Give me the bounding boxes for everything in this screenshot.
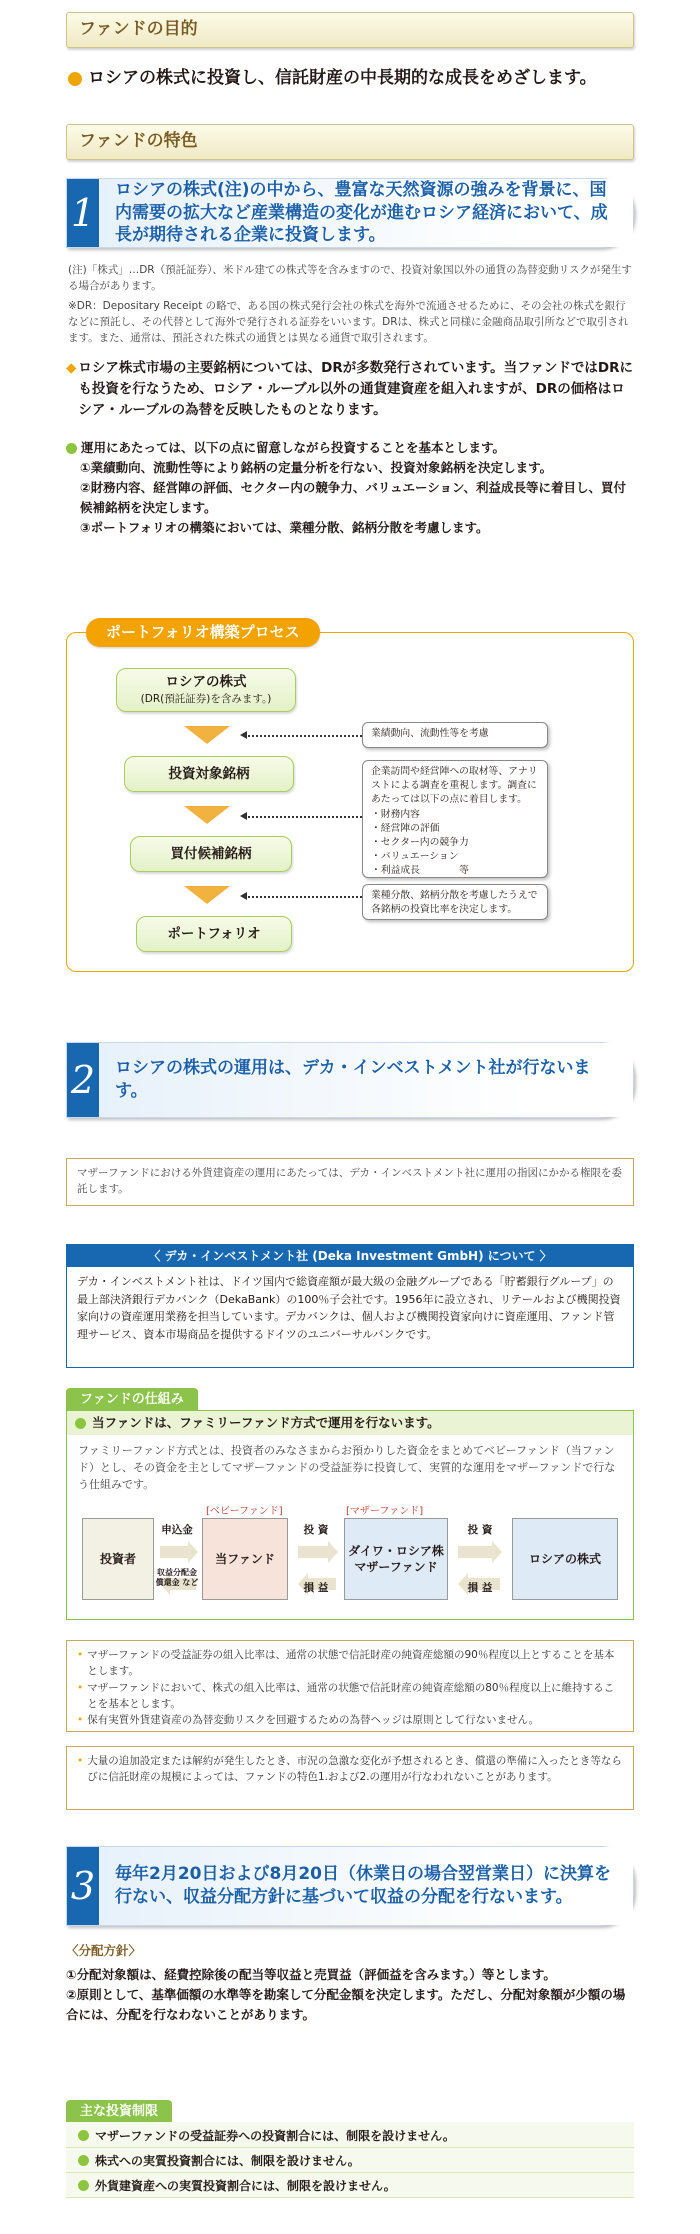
note-item [77, 1712, 623, 1728]
diamond-bullet-icon: ◆ [66, 360, 77, 376]
note-line: ・財務内容 [371, 808, 420, 820]
process-note-research [362, 760, 548, 878]
investor-node: 投資者 [82, 1518, 154, 1600]
invest-label: 投 資 [303, 1524, 329, 1536]
mechanism-lead-text: 当ファンドは、ファミリーファンド方式で運用を行ないます。 [92, 1414, 440, 1430]
mother-fund-label: [マザーファンド] [346, 1506, 424, 1517]
note-item [77, 1753, 623, 1786]
flow-arrow-right [298, 1546, 328, 1558]
step-label: 買付候補銘柄 [170, 845, 252, 862]
bullet-dot-icon [78, 2130, 89, 2141]
feature-2-banner [66, 1042, 634, 1118]
process-step-russian-stocks [116, 668, 296, 712]
bullet-dot-icon: • [77, 1649, 84, 1661]
note-line: 企業訪問や経営陣への取材等、アナリストによる調査を重視します。調査にあたっては以下の点に着目します。 [371, 766, 538, 806]
mandate-box [66, 1158, 634, 1206]
policy-item: ②原則として、基準価額の水準等を勘案して分配金額を決定します。ただし、分配対象額が少額の場合には、分配を行なわないことがあります。 [66, 1986, 626, 2022]
profit-label: 損 益 [467, 1582, 493, 1594]
features-heading [66, 124, 634, 160]
policy-lead [66, 438, 634, 458]
feature-1-title: ロシアの株式(注)の中から、豊富な天然資源の強みを背景に、国内需要の拡大など産業構造の変化が進むロシア経済において、成長が期待される企業に投資します。 [99, 179, 633, 247]
step-label: 投資対象銘柄 [168, 765, 250, 782]
feature-1-notes [66, 262, 634, 346]
bullet-dot-icon: • [77, 1681, 84, 1694]
note-text: マザーファンドにおいて、株式の組入比率は、通常の状態で信託財産の純資産総額の80％程度以上に維持することを基本とします。 [87, 1681, 615, 1710]
purpose-heading [66, 12, 634, 48]
stock-note: (注)「株式」…DR（預託証券）、米ドル建ての株式等を含みますので、投資対象国以外の通貨の為替変動リスクが発生する場合があります。 [68, 264, 632, 293]
dotted-connector [244, 735, 362, 737]
profit-label: 損 益 [303, 1582, 329, 1594]
caution-text: 大量の追加設定または解約が発生したとき、市況の急激な変化が予想されるとき、償還の準備に入ったとき等ならびに信託財産の規模によっては、ファンドの特色1.および2.の運用が行なわれないことがあります。 [87, 1755, 622, 1784]
policy-item: ①業績動向、流動性等により銘柄の定量分析を行ない、投資対象銘柄を決定します。 [80, 460, 553, 475]
russian-stocks-node: ロシアの株式 [512, 1518, 618, 1600]
feature-number: 2 [67, 1043, 99, 1117]
policy-item: ③ポートフォリオの構築においては、業種分散、銘柄分散を考慮します。 [80, 520, 489, 535]
dotted-connector [244, 816, 362, 818]
dr-note-text: ロシア株式市場の主要銘柄については、DRが多数発行されています。当ファンドではDRにも投資を行なうため、ロシア・ルーブル以外の通貨建資産を組入れますが、DRの価格はロシア・ルーブルの為替を反映したものとなります。 [78, 360, 633, 418]
step-label: ポートフォリオ [167, 925, 261, 942]
note-line: ・利益成長 等 [371, 865, 469, 877]
down-arrow-icon [184, 806, 230, 824]
arrow-left-icon [240, 892, 247, 900]
note-line: ・経営陣の評価 [371, 822, 440, 834]
invest-label: 投 資 [467, 1524, 493, 1536]
limit-text: 株式への実質投資割合には、制限を設けません。 [95, 2153, 360, 2168]
purpose-text: ロシアの株式に投資し、信託財産の中長期的な成長をめざします。 [88, 68, 597, 88]
note-text: マザーファンドの受益証券の組入比率は、通常の状態で信託財産の純資産総額の90％程度以上とすることを基本とします。 [87, 1649, 615, 1678]
subscription-label: 申込金 [161, 1524, 193, 1536]
feature-number: 3 [67, 1847, 99, 1925]
note-line: ・バリュエーション [371, 851, 459, 863]
baby-fund-label: [ベビーファンド] [206, 1506, 283, 1517]
process-step-investment-targets [124, 756, 294, 792]
limit-item [66, 2124, 634, 2148]
caution-box [66, 1746, 634, 1810]
bullet-dot-icon [68, 72, 82, 86]
bullet-dot-icon [75, 1418, 86, 1429]
note-item [77, 1680, 623, 1713]
purpose-statement [66, 66, 634, 92]
mechanism-notes [66, 1640, 634, 1732]
baby-fund-node: 当ファンド [202, 1518, 288, 1600]
bullet-dot-icon: • [77, 1714, 84, 1727]
purpose-heading-text: ファンドの目的 [79, 19, 198, 40]
step-sublabel: (DR(預託証券)を含みます。) [140, 693, 272, 706]
policy-block [66, 438, 634, 538]
feature-2-title: ロシアの株式の運用は、デカ・インベストメント社が行ないます。 [99, 1043, 633, 1117]
flow-arrow-right [160, 1546, 188, 1558]
portfolio-process-title: ポートフォリオ構築プロセス [86, 618, 320, 647]
mechanism-lead [67, 1411, 633, 1435]
bullet-dot-icon [78, 2155, 89, 2166]
limit-text: マザーファンドの受益証券への投資割合には、制限を設けません。 [95, 2128, 455, 2143]
arrow-left-icon [240, 731, 247, 739]
flow-arrow-right [458, 1546, 492, 1558]
note-line: ・セクター内の競争力 [371, 837, 469, 849]
dr-note [66, 358, 634, 421]
feature-3-title: 毎年2月20日および8月20日（休業日の場合翌営業日）に決算を行ない、収益分配方針に基づいて収益の分配を行ないます。 [99, 1847, 633, 1925]
limits-tab: 主な投資制限 [66, 2100, 172, 2124]
dotted-connector [244, 896, 362, 898]
mandate-text: マザーファンドにおける外貨建資産の運用にあたっては、デカ・インベストメント社に運用の指図にかかる権限を委託します。 [77, 1167, 622, 1196]
policy-item: ①分配対象額は、経費控除後の配当等収益と売買益（評価益を含みます。）等とします。 [66, 1966, 556, 1982]
deka-heading: 〈 デカ・インベストメント社 (Deka Investment GmbH) について 〉 [67, 1245, 633, 1267]
process-note-diversification: 業種分散、銘柄分散を考慮したうえで各銘柄の投資比率を決定します。 [362, 884, 548, 920]
arrow-left-icon [240, 812, 247, 820]
limit-item [66, 2174, 634, 2198]
deka-box [66, 1244, 634, 1368]
limit-text: 外貨建資産への実質投資割合には、制限を設けません。 [95, 2178, 396, 2193]
feature-3-banner [66, 1846, 634, 1926]
process-step-purchase-candidates [130, 836, 292, 872]
distribution-label: 収益分配金 償還金 など [155, 1568, 199, 1588]
distribution-policy-heading: 〈分配方針〉 [66, 1943, 142, 1958]
note-item [77, 1647, 623, 1680]
policy-lead-text: 運用にあたっては、以下の点に留意しながら投資することを基本とします。 [81, 440, 506, 455]
down-arrow-icon [184, 886, 230, 904]
mechanism-tab: ファンドの仕組み [66, 1388, 198, 1412]
mechanism-desc: ファミリーファンド方式とは、投資者のみなさまからお預かりした資金をまとめてベビーファンド（当ファンド）とし、その資金を主としてマザーファンドの受益証券に投資して、実質的な運用をマザーファンドで行なう仕組みです。 [78, 1444, 616, 1492]
feature-1-banner [66, 178, 634, 248]
deka-body: デカ・インベストメント社は、ドイツ国内で総資産額が最大級の金融グループである「貯蓄銀行グループ」の最上部決済銀行デカバンク（DekaBank）の100％子会社です。1956年に設立され、リテールおよび機関投資家向けの資産運用業務を担当しています。デカバンクは、個人および機関投資家向けに資産運用、ファンド管理サービス、資本市場商品を提供するドイツのユニバーサルバンクです。 [77, 1275, 621, 1341]
policy-list [66, 458, 634, 538]
note-text: 保有実質外貨建資産の為替変動リスクを回避するための為替ヘッジは原則として行ないません。 [87, 1714, 540, 1727]
bullet-dot-icon: • [77, 1755, 84, 1767]
bullet-dot-icon [66, 443, 77, 454]
distribution-policy [66, 1942, 634, 2025]
process-note-quant: 業績動向、流動性等を考慮 [362, 722, 548, 748]
features-heading-text: ファンドの特色 [79, 131, 198, 152]
bullet-dot-icon [78, 2180, 89, 2191]
step-label: ロシアの株式 [165, 674, 247, 690]
dr-definition-note: ※DR：Depositary Receipt の略で、ある国の株式発行会社の株式を海外で流通させるために、その会社の株式を銀行などに預託し、その代替として海外で発行される証券をいいます。DRは、株式と同様に金融商品取引所などで取引されます。また、通常は、預託された株式の通貨とは異なる通貨で取引されます。 [68, 299, 629, 345]
down-arrow-icon [184, 726, 230, 744]
mother-fund-node: ダイワ・ロシア株 マザーファンド [344, 1518, 448, 1600]
process-step-portfolio [136, 916, 292, 952]
feature-number: 1 [67, 179, 99, 247]
policy-item: ②財務内容、経営陣の評価、セクター内の競争力、バリュエーション、利益成長等に着目し、買付候補銘柄を決定します。 [80, 480, 626, 515]
limit-item [66, 2149, 634, 2173]
